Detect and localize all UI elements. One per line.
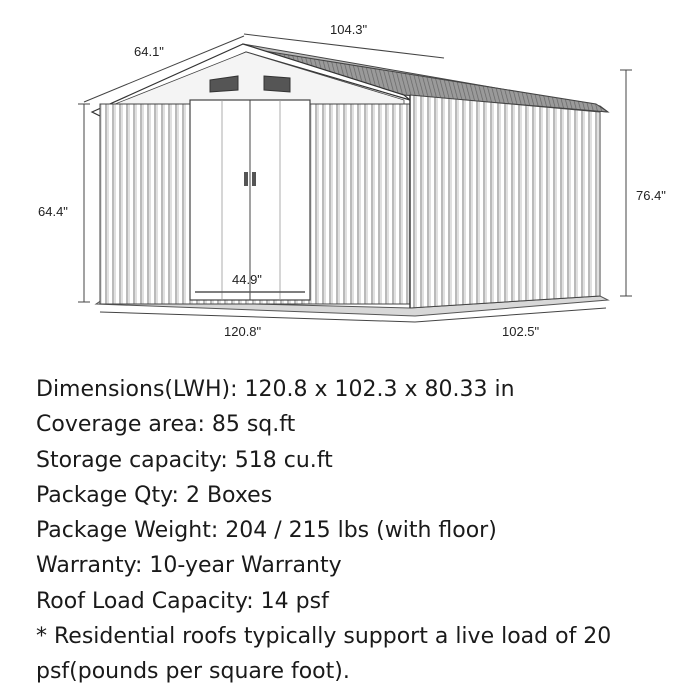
door-width-dimension: 44.9" <box>232 272 262 287</box>
spec-coverage-area: Coverage area: 85 sq.ft <box>36 412 296 438</box>
spec-package-weight: Package Weight: 204 / 215 lbs (with floor) <box>36 518 497 544</box>
spec-list <box>36 372 676 690</box>
wall-height-dimension: 64.4" <box>38 204 68 219</box>
roof-span-dimension: 104.3" <box>330 22 368 37</box>
total-height-dimension: 76.4" <box>636 188 666 203</box>
side-depth-dimension: 102.5" <box>502 324 540 339</box>
gable-width-dimension: 64.1" <box>134 44 164 59</box>
spec-storage-capacity: Storage capacity: 518 cu.ft <box>36 447 333 473</box>
spec-package-qty: Package Qty: 2 Boxes <box>36 482 273 508</box>
spec-dimensions: Dimensions(LWH): 120.8 x 102.3 x 80.33 in <box>36 377 515 402</box>
spec-roof-load: Roof Load Capacity: 14 psf <box>36 588 329 614</box>
roof-load-note: * Residential roofs typically support a live load of 20 psf(pounds per square foot). <box>36 624 612 685</box>
front-length-dimension: 120.8" <box>224 324 262 339</box>
spec-warranty: Warranty: 10-year Warranty <box>36 553 342 579</box>
